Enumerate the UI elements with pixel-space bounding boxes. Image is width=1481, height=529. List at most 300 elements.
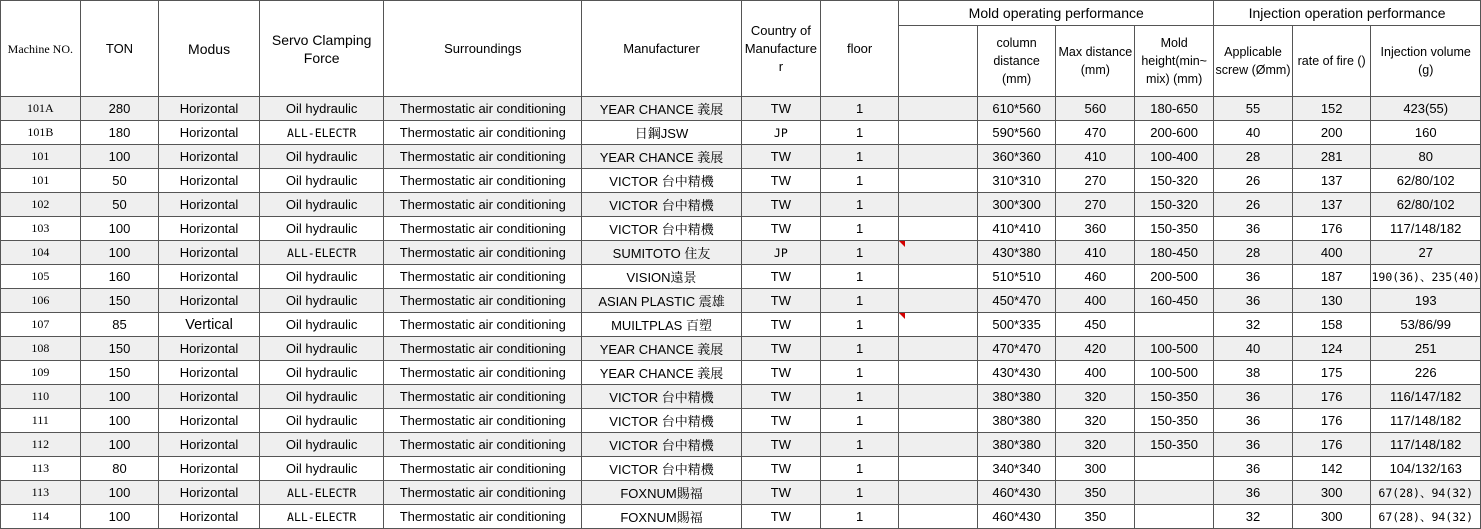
cell-screw[interactable]: 28	[1214, 241, 1293, 265]
cell-screw[interactable]: 40	[1214, 121, 1293, 145]
cell-manufacturer[interactable]: VISION遠景	[582, 265, 742, 289]
cell-surroundings[interactable]: Thermostatic air conditioning	[384, 193, 582, 217]
cell-column-distance[interactable]: 430*380	[977, 241, 1056, 265]
cell-manufacturer[interactable]: ASIAN PLASTIC 震雄	[582, 289, 742, 313]
cell-servo[interactable]: Oil hydraulic	[259, 193, 384, 217]
cell-servo[interactable]: ALL-ELECTR	[259, 121, 384, 145]
cell-blank[interactable]	[899, 289, 977, 313]
cell-injection-volume[interactable]: 160	[1371, 121, 1481, 145]
cell-machine-no[interactable]: 101	[1, 169, 81, 193]
cell-floor[interactable]: 1	[820, 385, 899, 409]
cell-max-distance[interactable]: 270	[1056, 169, 1135, 193]
cell-injection-volume[interactable]: 190(36)、235(40)	[1371, 265, 1481, 289]
cell-injection-volume[interactable]: 104/132/163	[1371, 457, 1481, 481]
cell-servo[interactable]: ALL-ELECTR	[259, 481, 384, 505]
cell-ton[interactable]: 100	[80, 145, 159, 169]
cell-injection-volume[interactable]: 117/148/182	[1371, 433, 1481, 457]
cell-manufacturer[interactable]: VICTOR 台中精機	[582, 169, 742, 193]
cell-rate-of-fire[interactable]: 137	[1292, 193, 1371, 217]
cell-country[interactable]: TW	[741, 457, 820, 481]
cell-surroundings[interactable]: Thermostatic air conditioning	[384, 97, 582, 121]
cell-floor[interactable]: 1	[820, 457, 899, 481]
cell-country[interactable]: TW	[741, 385, 820, 409]
cell-blank[interactable]	[899, 409, 977, 433]
cell-modus[interactable]: Horizontal	[159, 193, 260, 217]
cell-floor[interactable]: 1	[820, 409, 899, 433]
cell-machine-no[interactable]: 106	[1, 289, 81, 313]
cell-mold-height[interactable]: 150-350	[1135, 433, 1214, 457]
cell-screw[interactable]: 32	[1214, 505, 1293, 529]
cell-mold-height[interactable]: 180-450	[1135, 241, 1214, 265]
cell-floor[interactable]: 1	[820, 121, 899, 145]
cell-modus[interactable]: Horizontal	[159, 97, 260, 121]
cell-modus[interactable]: Horizontal	[159, 265, 260, 289]
cell-machine-no[interactable]: 101	[1, 145, 81, 169]
cell-floor[interactable]: 1	[820, 361, 899, 385]
cell-manufacturer[interactable]: YEAR CHANCE 義展	[582, 337, 742, 361]
cell-servo[interactable]: Oil hydraulic	[259, 313, 384, 337]
cell-column-distance[interactable]: 590*560	[977, 121, 1056, 145]
table-row	[1, 145, 1481, 169]
cell-screw[interactable]: 36	[1214, 433, 1293, 457]
cell-max-distance[interactable]: 270	[1056, 193, 1135, 217]
cell-screw[interactable]: 55	[1214, 97, 1293, 121]
cell-blank[interactable]	[899, 265, 977, 289]
cell-blank[interactable]	[899, 169, 977, 193]
cell-floor[interactable]: 1	[820, 193, 899, 217]
table-row	[1, 481, 1481, 505]
header-modus[interactable]: Modus	[159, 1, 260, 97]
cell-screw[interactable]: 36	[1214, 457, 1293, 481]
cell-surroundings[interactable]: Thermostatic air conditioning	[384, 481, 582, 505]
cell-manufacturer[interactable]: VICTOR 台中精機	[582, 409, 742, 433]
cell-modus[interactable]: Horizontal	[159, 145, 260, 169]
cell-column-distance[interactable]: 500*335	[977, 313, 1056, 337]
cell-ton[interactable]: 100	[80, 481, 159, 505]
cell-surroundings[interactable]: Thermostatic air conditioning	[384, 313, 582, 337]
cell-country[interactable]: TW	[741, 409, 820, 433]
cell-machine-no[interactable]: 110	[1, 385, 81, 409]
table-row	[1, 121, 1481, 145]
table-row	[1, 169, 1481, 193]
cell-servo[interactable]: Oil hydraulic	[259, 433, 384, 457]
cell-mold-height[interactable]: 150-350	[1135, 409, 1214, 433]
table-row	[1, 217, 1481, 241]
cell-rate-of-fire[interactable]: 300	[1292, 481, 1371, 505]
cell-injection-volume[interactable]: 193	[1371, 289, 1481, 313]
cell-modus[interactable]: Horizontal	[159, 505, 260, 529]
cell-screw[interactable]: 36	[1214, 217, 1293, 241]
cell-servo[interactable]: Oil hydraulic	[259, 265, 384, 289]
cell-manufacturer[interactable]: VICTOR 台中精機	[582, 193, 742, 217]
cell-modus[interactable]: Horizontal	[159, 481, 260, 505]
header-country[interactable]: Country of Manufacture r	[741, 1, 820, 97]
table-row	[1, 241, 1481, 265]
cell-servo[interactable]: Oil hydraulic	[259, 457, 384, 481]
cell-mold-height[interactable]	[1135, 481, 1214, 505]
cell-country[interactable]: TW	[741, 217, 820, 241]
cell-rate-of-fire[interactable]: 130	[1292, 289, 1371, 313]
cell-floor[interactable]: 1	[820, 433, 899, 457]
cell-modus[interactable]: Horizontal	[159, 361, 260, 385]
cell-manufacturer[interactable]: YEAR CHANCE 義展	[582, 145, 742, 169]
cell-surroundings[interactable]: Thermostatic air conditioning	[384, 289, 582, 313]
cell-floor[interactable]: 1	[820, 289, 899, 313]
cell-surroundings[interactable]: Thermostatic air conditioning	[384, 385, 582, 409]
cell-country[interactable]: TW	[741, 361, 820, 385]
cell-mold-height[interactable]	[1135, 505, 1214, 529]
cell-machine-no[interactable]: 107	[1, 313, 81, 337]
cell-floor[interactable]: 1	[820, 481, 899, 505]
cell-rate-of-fire[interactable]: 176	[1292, 409, 1371, 433]
cell-rate-of-fire[interactable]: 281	[1292, 145, 1371, 169]
cell-mold-height[interactable]: 100-400	[1135, 145, 1214, 169]
cell-rate-of-fire[interactable]: 158	[1292, 313, 1371, 337]
cell-column-distance[interactable]: 380*380	[977, 385, 1056, 409]
cell-column-distance[interactable]: 450*470	[977, 289, 1056, 313]
cell-column-distance[interactable]: 380*380	[977, 433, 1056, 457]
cell-mold-height[interactable]: 150-350	[1135, 217, 1214, 241]
cell-floor[interactable]: 1	[820, 145, 899, 169]
cell-injection-volume[interactable]: 116/147/182	[1371, 385, 1481, 409]
cell-machine-no[interactable]: 111	[1, 409, 81, 433]
cell-column-distance[interactable]: 610*560	[977, 97, 1056, 121]
cell-column-distance[interactable]: 360*360	[977, 145, 1056, 169]
cell-surroundings[interactable]: Thermostatic air conditioning	[384, 121, 582, 145]
cell-column-distance[interactable]: 410*410	[977, 217, 1056, 241]
cell-manufacturer[interactable]: YEAR CHANCE 義展	[582, 361, 742, 385]
cell-max-distance[interactable]: 410	[1056, 145, 1135, 169]
cell-mold-height[interactable]: 100-500	[1135, 337, 1214, 361]
cell-floor[interactable]: 1	[820, 265, 899, 289]
cell-blank[interactable]	[899, 121, 977, 145]
cell-injection-volume[interactable]: 117/148/182	[1371, 217, 1481, 241]
cell-injection-volume[interactable]: 67(28)、94(32)	[1371, 505, 1481, 529]
cell-servo[interactable]: Oil hydraulic	[259, 409, 384, 433]
cell-servo[interactable]: Oil hydraulic	[259, 289, 384, 313]
cell-servo[interactable]: Oil hydraulic	[259, 361, 384, 385]
cell-country[interactable]: TW	[741, 97, 820, 121]
cell-column-distance[interactable]: 460*430	[977, 505, 1056, 529]
cell-ton[interactable]: 150	[80, 337, 159, 361]
cell-surroundings[interactable]: Thermostatic air conditioning	[384, 265, 582, 289]
cell-servo[interactable]: Oil hydraulic	[259, 217, 384, 241]
cell-screw[interactable]: 36	[1214, 409, 1293, 433]
cell-servo[interactable]: Oil hydraulic	[259, 385, 384, 409]
cell-surroundings[interactable]: Thermostatic air conditioning	[384, 457, 582, 481]
cell-ton[interactable]: 100	[80, 241, 159, 265]
cell-servo[interactable]: ALL-ELECTR	[259, 505, 384, 529]
cell-surroundings[interactable]: Thermostatic air conditioning	[384, 337, 582, 361]
header-mold-group[interactable]: Mold operating performance	[899, 1, 1214, 26]
cell-column-distance[interactable]: 340*340	[977, 457, 1056, 481]
header-injection-volume[interactable]: Injection volume (g)	[1371, 26, 1481, 97]
cell-rate-of-fire[interactable]: 152	[1292, 97, 1371, 121]
cell-ton[interactable]: 85	[80, 313, 159, 337]
cell-injection-volume[interactable]: 62/80/102	[1371, 193, 1481, 217]
cell-machine-no[interactable]: 105	[1, 265, 81, 289]
header-manufacturer[interactable]: Manufacturer	[582, 1, 742, 97]
cell-floor[interactable]: 1	[820, 169, 899, 193]
cell-blank[interactable]	[899, 385, 977, 409]
cell-blank[interactable]	[899, 313, 977, 337]
cell-rate-of-fire[interactable]: 200	[1292, 121, 1371, 145]
cell-modus[interactable]: Horizontal	[159, 433, 260, 457]
cell-machine-no[interactable]: 109	[1, 361, 81, 385]
cell-screw[interactable]: 26	[1214, 193, 1293, 217]
cell-ton[interactable]: 100	[80, 433, 159, 457]
cell-rate-of-fire[interactable]: 400	[1292, 241, 1371, 265]
cell-country[interactable]: JP	[741, 121, 820, 145]
cell-injection-volume[interactable]: 226	[1371, 361, 1481, 385]
cell-surroundings[interactable]: Thermostatic air conditioning	[384, 433, 582, 457]
cell-floor[interactable]: 1	[820, 217, 899, 241]
cell-max-distance[interactable]: 450	[1056, 313, 1135, 337]
cell-servo[interactable]: ALL-ELECTR	[259, 241, 384, 265]
cell-servo[interactable]: Oil hydraulic	[259, 169, 384, 193]
cell-rate-of-fire[interactable]: 176	[1292, 385, 1371, 409]
cell-country[interactable]: TW	[741, 193, 820, 217]
cell-max-distance[interactable]: 410	[1056, 241, 1135, 265]
cell-rate-of-fire[interactable]: 124	[1292, 337, 1371, 361]
cell-floor[interactable]: 1	[820, 241, 899, 265]
cell-column-distance[interactable]: 510*510	[977, 265, 1056, 289]
cell-manufacturer[interactable]: VICTOR 台中精機	[582, 217, 742, 241]
cell-screw[interactable]: 36	[1214, 385, 1293, 409]
cell-max-distance[interactable]: 300	[1056, 457, 1135, 481]
cell-blank[interactable]	[899, 217, 977, 241]
cell-ton[interactable]: 150	[80, 289, 159, 313]
cell-manufacturer[interactable]: VICTOR 台中精機	[582, 457, 742, 481]
cell-blank[interactable]	[899, 241, 977, 265]
cell-max-distance[interactable]: 560	[1056, 97, 1135, 121]
cell-ton[interactable]: 100	[80, 385, 159, 409]
cell-screw[interactable]: 40	[1214, 337, 1293, 361]
cell-rate-of-fire[interactable]: 176	[1292, 433, 1371, 457]
cell-blank[interactable]	[899, 481, 977, 505]
cell-modus[interactable]: Vertical	[159, 313, 260, 337]
cell-manufacturer[interactable]: VICTOR 台中精機	[582, 433, 742, 457]
cell-modus[interactable]: Horizontal	[159, 121, 260, 145]
cell-max-distance[interactable]: 320	[1056, 409, 1135, 433]
cell-screw[interactable]: 36	[1214, 289, 1293, 313]
cell-ton[interactable]: 50	[80, 169, 159, 193]
cell-ton[interactable]: 150	[80, 361, 159, 385]
header-floor[interactable]: floor	[820, 1, 899, 97]
cell-max-distance[interactable]: 320	[1056, 433, 1135, 457]
cell-max-distance[interactable]: 420	[1056, 337, 1135, 361]
cell-machine-no[interactable]: 101A	[1, 97, 81, 121]
cell-screw[interactable]: 36	[1214, 481, 1293, 505]
cell-ton[interactable]: 160	[80, 265, 159, 289]
cell-mold-height[interactable]: 150-320	[1135, 193, 1214, 217]
table-row	[1, 385, 1481, 409]
cell-country[interactable]: TW	[741, 145, 820, 169]
cell-blank[interactable]	[899, 457, 977, 481]
cell-column-distance[interactable]: 460*430	[977, 481, 1056, 505]
cell-ton[interactable]: 180	[80, 121, 159, 145]
cell-floor[interactable]: 1	[820, 97, 899, 121]
cell-modus[interactable]: Horizontal	[159, 241, 260, 265]
cell-max-distance[interactable]: 360	[1056, 217, 1135, 241]
table-row	[1, 457, 1481, 481]
cell-machine-no[interactable]: 113	[1, 481, 81, 505]
cell-mold-height[interactable]: 180-650	[1135, 97, 1214, 121]
cell-ton[interactable]: 280	[80, 97, 159, 121]
header-surroundings[interactable]: Surroundings	[384, 1, 582, 97]
cell-machine-no[interactable]: 103	[1, 217, 81, 241]
cell-column-distance[interactable]: 300*300	[977, 193, 1056, 217]
cell-floor[interactable]: 1	[820, 337, 899, 361]
cell-mold-height[interactable]: 150-350	[1135, 385, 1214, 409]
cell-max-distance[interactable]: 350	[1056, 505, 1135, 529]
cell-country[interactable]: TW	[741, 481, 820, 505]
cell-rate-of-fire[interactable]: 300	[1292, 505, 1371, 529]
header-ton[interactable]: TON	[80, 1, 159, 97]
cell-screw[interactable]: 32	[1214, 313, 1293, 337]
cell-blank[interactable]	[899, 505, 977, 529]
cell-injection-volume[interactable]: 27	[1371, 241, 1481, 265]
cell-country[interactable]: TW	[741, 505, 820, 529]
table-row	[1, 265, 1481, 289]
cell-injection-volume[interactable]: 53/86/99	[1371, 313, 1481, 337]
cell-blank[interactable]	[899, 361, 977, 385]
cell-country[interactable]: TW	[741, 433, 820, 457]
cell-servo[interactable]: Oil hydraulic	[259, 97, 384, 121]
cell-surroundings[interactable]: Thermostatic air conditioning	[384, 241, 582, 265]
cell-max-distance[interactable]: 460	[1056, 265, 1135, 289]
cell-max-distance[interactable]: 400	[1056, 361, 1135, 385]
cell-manufacturer[interactable]: VICTOR 台中精機	[582, 385, 742, 409]
cell-surroundings[interactable]: Thermostatic air conditioning	[384, 217, 582, 241]
cell-surroundings[interactable]: Thermostatic air conditioning	[384, 145, 582, 169]
cell-max-distance[interactable]: 350	[1056, 481, 1135, 505]
cell-rate-of-fire[interactable]: 176	[1292, 217, 1371, 241]
cell-surroundings[interactable]: Thermostatic air conditioning	[384, 169, 582, 193]
cell-column-distance[interactable]: 380*380	[977, 409, 1056, 433]
header-mold-height[interactable]: Mold height(min~ mix) (mm)	[1135, 26, 1214, 97]
cell-max-distance[interactable]: 320	[1056, 385, 1135, 409]
table-row	[1, 337, 1481, 361]
table-row	[1, 505, 1481, 529]
cell-machine-no[interactable]: 108	[1, 337, 81, 361]
cell-servo[interactable]: Oil hydraulic	[259, 145, 384, 169]
cell-country[interactable]: TW	[741, 337, 820, 361]
cell-machine-no[interactable]: 104	[1, 241, 81, 265]
cell-column-distance[interactable]: 310*310	[977, 169, 1056, 193]
cell-injection-volume[interactable]: 251	[1371, 337, 1481, 361]
cell-blank[interactable]	[899, 337, 977, 361]
cell-manufacturer[interactable]: SUMITOTO 住友	[582, 241, 742, 265]
header-servo-clamping-force[interactable]: Servo Clamping Force	[259, 1, 384, 97]
cell-screw[interactable]: 38	[1214, 361, 1293, 385]
table-row	[1, 433, 1481, 457]
cell-injection-volume[interactable]: 67(28)、94(32)	[1371, 481, 1481, 505]
cell-blank[interactable]	[899, 97, 977, 121]
cell-rate-of-fire[interactable]: 175	[1292, 361, 1371, 385]
cell-screw[interactable]: 26	[1214, 169, 1293, 193]
header-max-distance[interactable]: Max distance (mm)	[1056, 26, 1135, 97]
cell-screw[interactable]: 36	[1214, 265, 1293, 289]
cell-ton[interactable]: 80	[80, 457, 159, 481]
table-row	[1, 361, 1481, 385]
cell-modus[interactable]: Horizontal	[159, 289, 260, 313]
cell-machine-no[interactable]: 102	[1, 193, 81, 217]
cell-machine-no[interactable]: 114	[1, 505, 81, 529]
cell-modus[interactable]: Horizontal	[159, 337, 260, 361]
cell-blank[interactable]	[899, 193, 977, 217]
header-machine-no[interactable]: Machine NO.	[1, 1, 81, 97]
cell-injection-volume[interactable]: 117/148/182	[1371, 409, 1481, 433]
cell-modus[interactable]: Horizontal	[159, 169, 260, 193]
cell-modus[interactable]: Horizontal	[159, 217, 260, 241]
cell-injection-volume[interactable]: 80	[1371, 145, 1481, 169]
cell-country[interactable]: TW	[741, 169, 820, 193]
cell-surroundings[interactable]: Thermostatic air conditioning	[384, 505, 582, 529]
cell-mold-height[interactable]: 100-500	[1135, 361, 1214, 385]
cell-max-distance[interactable]: 400	[1056, 289, 1135, 313]
cell-mold-height[interactable]: 150-320	[1135, 169, 1214, 193]
cell-machine-no[interactable]: 113	[1, 457, 81, 481]
cell-blank[interactable]	[899, 433, 977, 457]
header-rate-of-fire[interactable]: rate of fire ()	[1292, 26, 1371, 97]
cell-injection-volume[interactable]: 423(55)	[1371, 97, 1481, 121]
cell-manufacturer[interactable]: FOXNUM賜福	[582, 505, 742, 529]
cell-country[interactable]: TW	[741, 265, 820, 289]
cell-mold-height[interactable]: 200-600	[1135, 121, 1214, 145]
cell-blank[interactable]	[899, 145, 977, 169]
cell-country[interactable]: TW	[741, 289, 820, 313]
cell-mold-height[interactable]	[1135, 457, 1214, 481]
cell-country[interactable]: JP	[741, 241, 820, 265]
cell-max-distance[interactable]: 470	[1056, 121, 1135, 145]
cell-manufacturer[interactable]: FOXNUM賜福	[582, 481, 742, 505]
cell-rate-of-fire[interactable]: 137	[1292, 169, 1371, 193]
cell-rate-of-fire[interactable]: 187	[1292, 265, 1371, 289]
cell-mold-height[interactable]	[1135, 313, 1214, 337]
cell-surroundings[interactable]: Thermostatic air conditioning	[384, 409, 582, 433]
cell-column-distance[interactable]: 430*430	[977, 361, 1056, 385]
cell-manufacturer[interactable]: MUILTPLAS 百塑	[582, 313, 742, 337]
cell-surroundings[interactable]: Thermostatic air conditioning	[384, 361, 582, 385]
cell-mold-height[interactable]: 200-500	[1135, 265, 1214, 289]
cell-manufacturer[interactable]: 日鋼JSW	[582, 121, 742, 145]
table-row	[1, 313, 1481, 337]
cell-modus[interactable]: Horizontal	[159, 409, 260, 433]
cell-modus[interactable]: Horizontal	[159, 457, 260, 481]
cell-floor[interactable]: 1	[820, 313, 899, 337]
cell-injection-volume[interactable]: 62/80/102	[1371, 169, 1481, 193]
cell-ton[interactable]: 100	[80, 217, 159, 241]
cell-ton[interactable]: 50	[80, 193, 159, 217]
cell-servo[interactable]: Oil hydraulic	[259, 337, 384, 361]
cell-ton[interactable]: 100	[80, 409, 159, 433]
cell-country[interactable]: TW	[741, 313, 820, 337]
cell-floor[interactable]: 1	[820, 505, 899, 529]
cell-rate-of-fire[interactable]: 142	[1292, 457, 1371, 481]
cell-manufacturer[interactable]: YEAR CHANCE 義展	[582, 97, 742, 121]
cell-screw[interactable]: 28	[1214, 145, 1293, 169]
header-injection-group[interactable]: Injection operation performance	[1214, 1, 1481, 26]
cell-machine-no[interactable]: 112	[1, 433, 81, 457]
cell-modus[interactable]: Horizontal	[159, 385, 260, 409]
cell-machine-no[interactable]: 101B	[1, 121, 81, 145]
cell-mold-height[interactable]: 160-450	[1135, 289, 1214, 313]
header-column-distance[interactable]: column distance (mm)	[977, 26, 1056, 97]
header-applicable-screw[interactable]: Applicable screw (Ømm)	[1214, 26, 1293, 97]
cell-column-distance[interactable]: 470*470	[977, 337, 1056, 361]
cell-ton[interactable]: 100	[80, 505, 159, 529]
